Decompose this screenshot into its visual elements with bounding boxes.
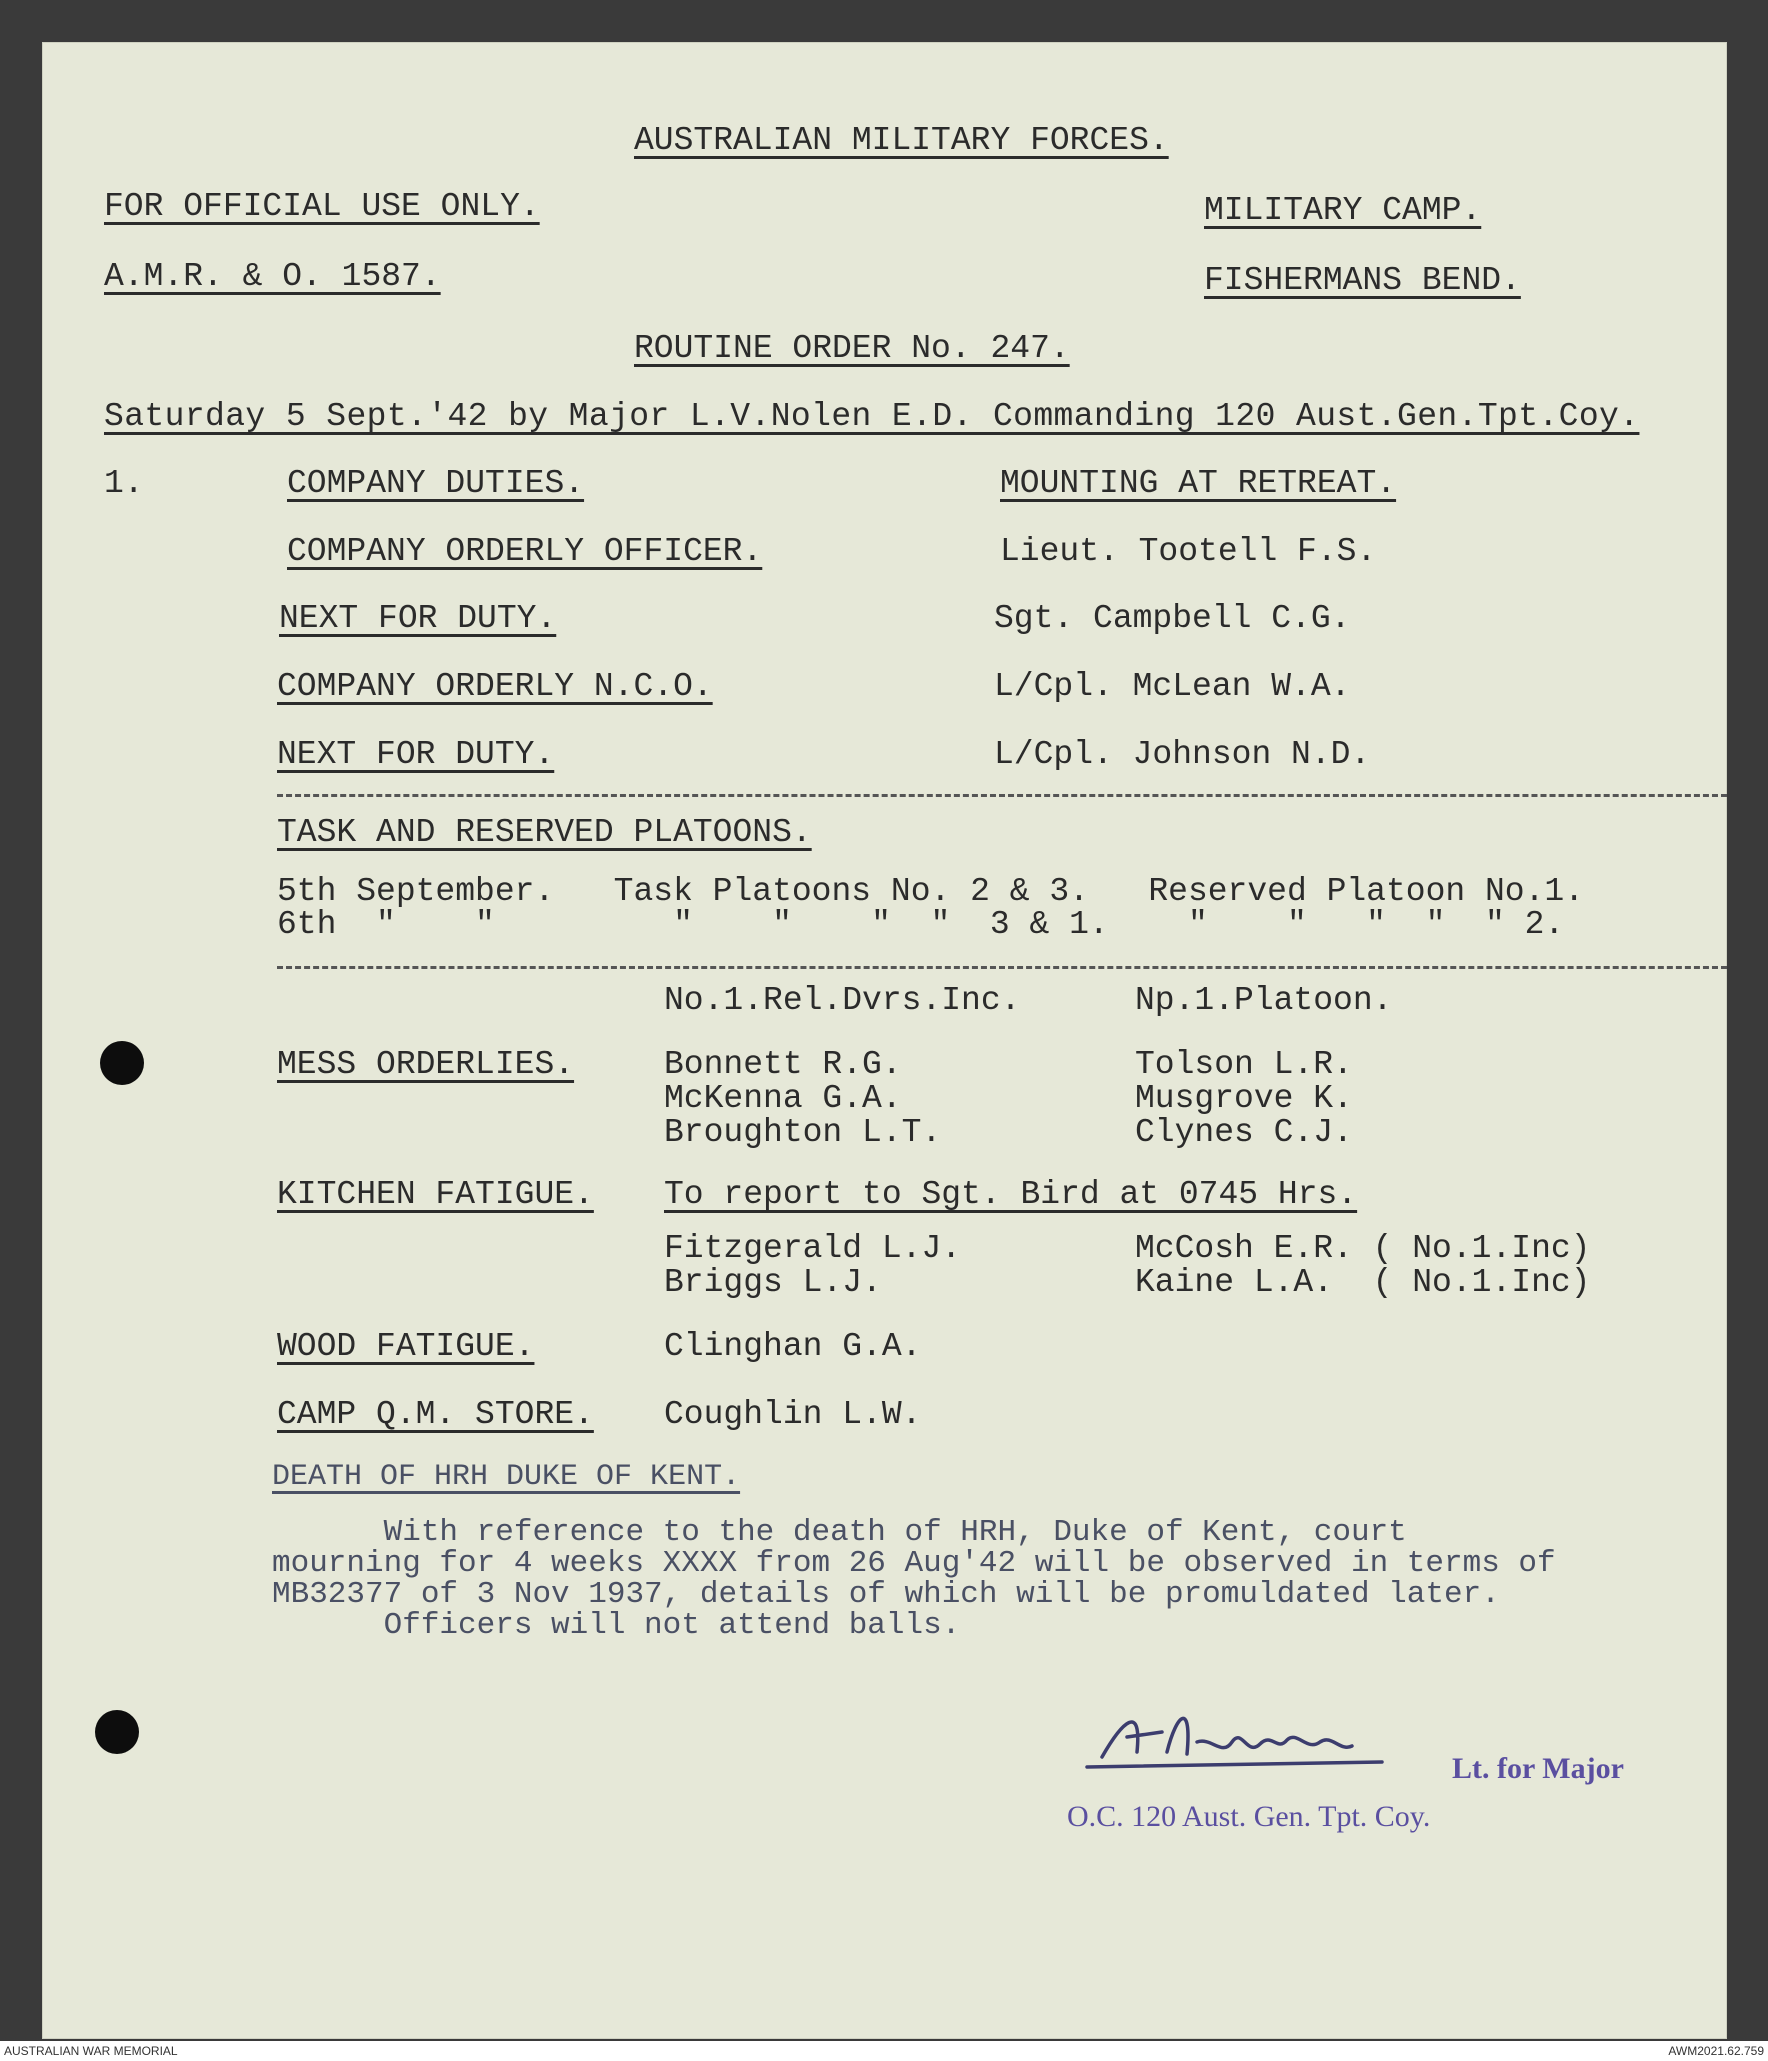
kitchen-col1-name: Fitzgerald L.J. [664, 1230, 962, 1267]
signature-suffix: Lt. for Major [1452, 1752, 1624, 1785]
amr-reference: A.M.R. & O. 1587. [104, 258, 441, 295]
mess-col1-name: Broughton L.T. [664, 1114, 942, 1151]
company-duties-heading: COMPANY DUTIES. [287, 465, 585, 502]
kitchen-col2-name: Kaine L.A. ( No.1.Inc) [1135, 1264, 1591, 1301]
mess-col1-name: Bonnett R.G. [664, 1046, 902, 1083]
mess-col2-heading: Np.1.Platoon. [1135, 982, 1393, 1019]
wood-fatigue-label: WOOD FATIGUE. [277, 1328, 535, 1365]
camp-store-label: CAMP Q.M. STORE. [277, 1396, 594, 1433]
archive-footer [0, 2041, 1768, 2061]
archive-reference: AWM2021.62.759 [1668, 2044, 1764, 2058]
duty-value-orderly-nco: L/Cpl. McLean W.A. [994, 668, 1351, 705]
kitchen-fatigue-label: KITCHEN FATIGUE. [277, 1176, 594, 1213]
kitchen-col1-name: Briggs L.J. [664, 1264, 882, 1301]
separator-line [277, 966, 1727, 969]
mounting-heading: MOUNTING AT RETREAT. [1000, 465, 1397, 502]
duty-value-next-officer: Sgt. Campbell C.G. [994, 600, 1351, 637]
routine-order-number: ROUTINE ORDER No. 247. [634, 330, 1070, 367]
location-label: FISHERMANS BEND. [1204, 262, 1521, 299]
wood-fatigue-name: Clinghan G.A. [664, 1328, 922, 1365]
platoons-heading: TASK AND RESERVED PLATOONS. [277, 814, 812, 851]
punch-hole-top [100, 1041, 144, 1085]
document-title: AUSTRALIAN MILITARY FORCES. [634, 122, 1169, 159]
mess-orderlies-label: MESS ORDERLIES. [277, 1046, 575, 1083]
duty-label-orderly-officer: COMPANY ORDERLY OFFICER. [287, 533, 763, 570]
death-notice-line: MB32377 of 3 Nov 1937, details of which will be promuldated later. [272, 1577, 1500, 1612]
platoons-line-1: 5th September. Task Platoons No. 2 & 3. Reserved Platoon No.1. [277, 873, 1585, 910]
death-notice-line: With reference to the death of HRH, Duke of Kent, court [272, 1515, 1407, 1550]
mess-col2-name: Tolson L.R. [1135, 1046, 1353, 1083]
official-use-label: FOR OFFICIAL USE ONLY. [104, 188, 540, 225]
death-notice-line: Officers will not attend balls. [272, 1608, 961, 1643]
duty-value-next-nco: L/Cpl. Johnson N.D. [994, 736, 1371, 773]
platoons-line-2: 6th " " " " " " 3 & 1. " " " " " 2. [277, 906, 1565, 943]
death-notice-line: mourning for 4 weeks XXXX from 26 Aug'42 will be observed in terms of [272, 1546, 1556, 1581]
kitchen-col2-name: McCosh E.R. ( No.1.Inc) [1135, 1230, 1591, 1267]
kitchen-instruction: To report to Sgt. Bird at 0745 Hrs. [664, 1176, 1358, 1213]
death-notice-heading: DEATH OF HRH DUKE OF KENT. [272, 1460, 741, 1494]
military-camp-label: MILITARY CAMP. [1204, 192, 1482, 229]
punch-hole-bottom [95, 1710, 139, 1754]
duty-value-orderly-officer: Lieut. Tootell F.S. [1000, 533, 1377, 570]
order-dateline: Saturday 5 Sept.'42 by Major L.V.Nolen E.D. Commanding 120 Aust.Gen.Tpt.Coy. [104, 398, 1640, 435]
archive-name: AUSTRALIAN WAR MEMORIAL [4, 2044, 178, 2058]
duty-label-orderly-nco: COMPANY ORDERLY N.C.O. [277, 668, 713, 705]
document-page [42, 42, 1727, 2039]
unit-stamp: O.C. 120 Aust. Gen. Tpt. Coy. [1067, 1800, 1431, 1833]
mess-col1-heading: No.1.Rel.Dvrs.Inc. [664, 982, 1021, 1019]
separator-line [277, 794, 1727, 797]
signature-scrawl [1082, 1682, 1412, 1782]
duty-label-next-nco: NEXT FOR DUTY. [277, 736, 555, 773]
mess-col2-name: Musgrove K. [1135, 1080, 1353, 1117]
mess-col2-name: Clynes C.J. [1135, 1114, 1353, 1151]
section-number: 1. [104, 465, 144, 502]
camp-store-name: Coughlin L.W. [664, 1396, 922, 1433]
mess-col1-name: McKenna G.A. [664, 1080, 902, 1117]
duty-label-next-officer: NEXT FOR DUTY. [279, 600, 557, 637]
